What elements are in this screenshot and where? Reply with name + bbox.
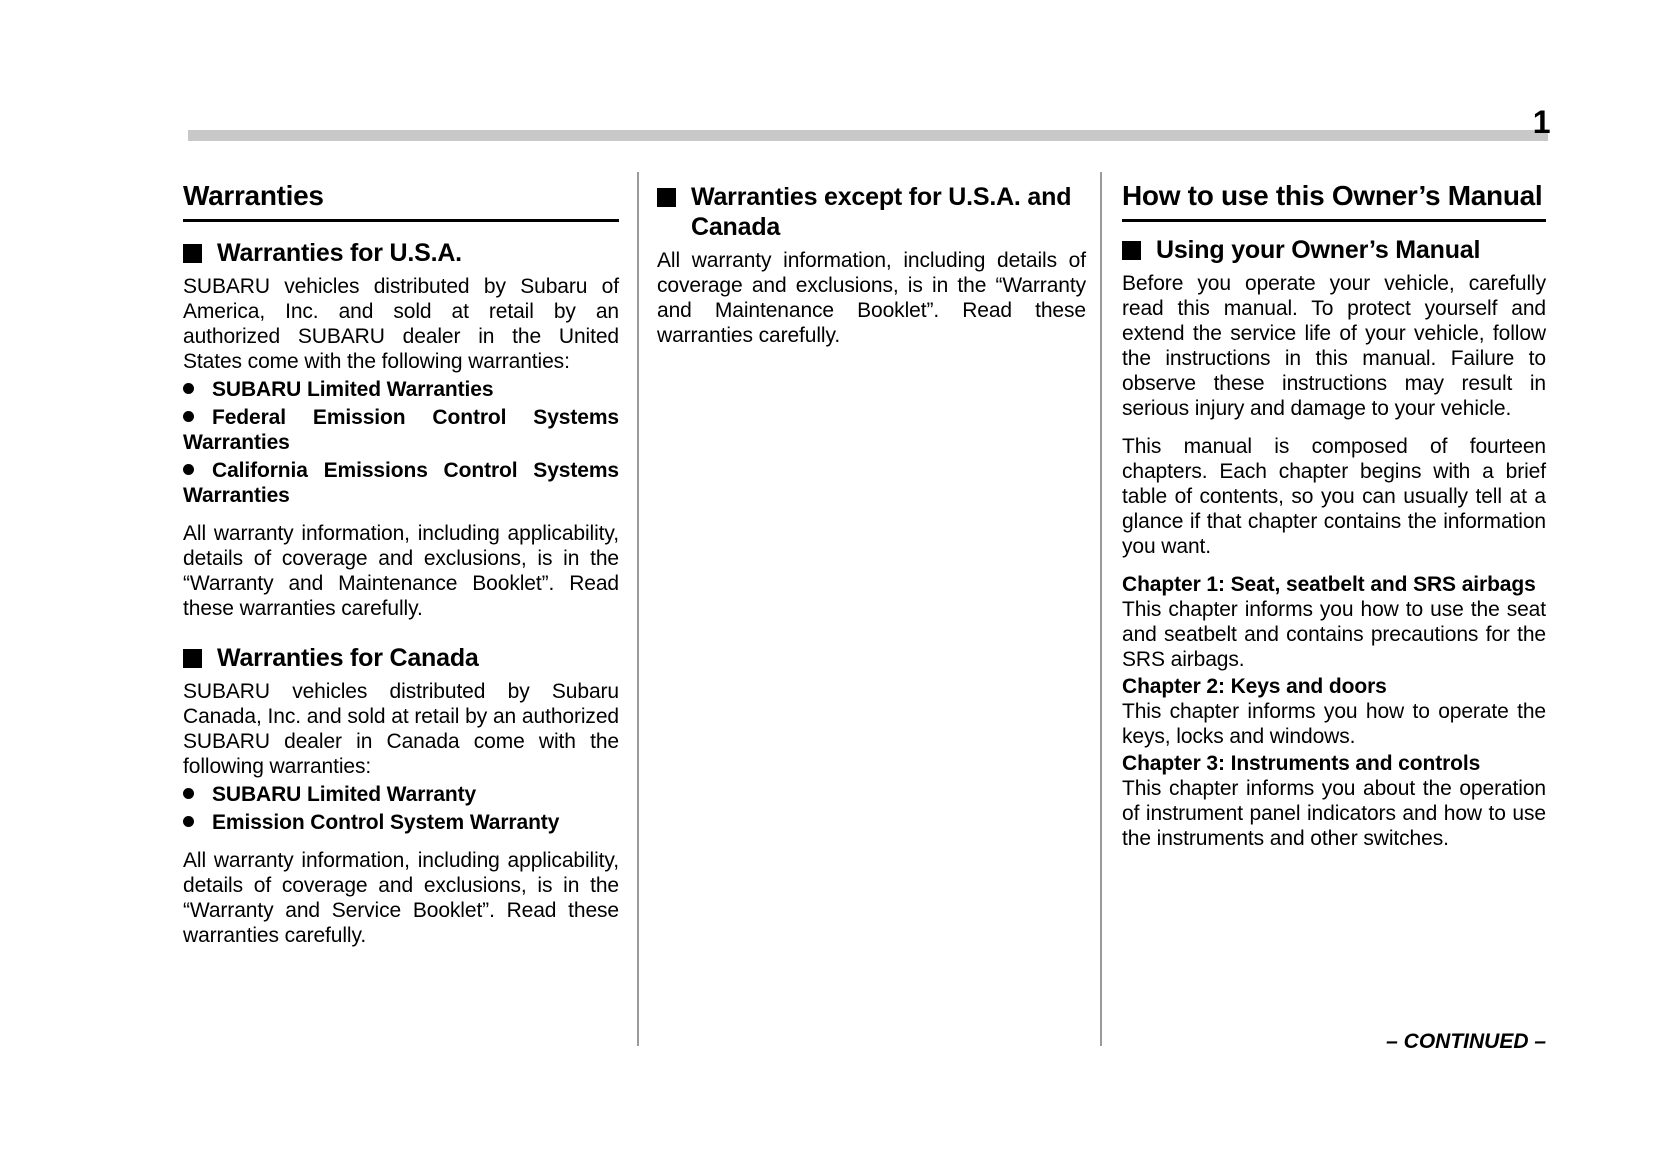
header-rule (188, 130, 1548, 141)
section-heading-using-manual (1122, 235, 1546, 265)
list-item-text: Emission Control System Warranty (212, 811, 560, 834)
section-marker-icon (1122, 241, 1141, 260)
canada-warranty-list (183, 782, 619, 835)
bullet-icon (183, 383, 194, 394)
chapter-1-description: This chapter informs you how to use the seat and seatbelt and contains precautions for the SRS airbags. (1122, 598, 1546, 671)
list-item-text: Federal Emission Control Systems Warranties (183, 406, 619, 454)
chapter-3-title: Chapter 3: Instruments and controls (1122, 752, 1481, 775)
chapter-2-title: Chapter 2: Keys and doors (1122, 675, 1387, 698)
page-number: 1 (1532, 104, 1550, 140)
list-item-text: California Emissions Control Systems Warranties (183, 459, 619, 507)
warranties-except-column (657, 180, 1086, 348)
list-item (183, 458, 619, 508)
section-marker-icon (183, 649, 202, 668)
except-body-paragraph: All warranty information, including details of coverage and exclusions, is in the “Warranty and Maintenance Booklet”. Read these warranties carefully. (657, 249, 1086, 347)
list-item-text: SUBARU Limited Warranty (212, 783, 477, 806)
bullet-icon (183, 464, 194, 475)
bullet-icon (183, 816, 194, 827)
list-item (183, 377, 619, 402)
continued-label: – CONTINUED – (1386, 1030, 1546, 1053)
bullet-icon (183, 788, 194, 799)
using-manual-paragraph-1: Before you operate your vehicle, carefully read this manual. To protect yourself and extend the service life of your vehicle, follow the instructions in this manual. Failure to observe these instructions may result in serious injury and damage to your vehicle. (1122, 272, 1546, 420)
list-item-text: SUBARU Limited Warranties (212, 378, 494, 401)
section-heading-text: Warranties for U.S.A. (217, 239, 462, 267)
usa-warranty-list (183, 377, 619, 508)
page-title-how-to-use: How to use this Owner’s Manual (1122, 180, 1546, 222)
section-heading-warranties-except (657, 182, 1086, 242)
canada-outro-paragraph: All warranty information, including applicability, details of coverage and exclusions, is in the “Warranty and Service Booklet”. Read these warranties carefully. (183, 849, 619, 947)
section-marker-icon (657, 188, 676, 207)
how-to-use-column (1122, 180, 1546, 851)
chapter-3-description: This chapter informs you about the operation of instrument panel indicators and how to use the instruments and other switches. (1122, 777, 1546, 850)
canada-intro-paragraph: SUBARU vehicles distributed by Subaru Canada, Inc. and sold at retail by an authorized SUBARU dealer in Canada come with the following warranties: (183, 680, 619, 778)
using-manual-paragraph-2: This manual is composed of fourteen chapters. Each chapter begins with a brief table of contents, so you can usually tell at a glance if that chapter contains the information you want. (1122, 435, 1546, 558)
column-divider (637, 172, 639, 1046)
chapter-1-title: Chapter 1: Seat, seatbelt and SRS airbags (1122, 573, 1536, 596)
section-heading-warranties-usa (183, 238, 619, 268)
list-item (183, 782, 619, 807)
section-heading-text: Warranties for Canada (217, 644, 479, 672)
section-heading-text: Warranties except for U.S.A. and Canada (691, 183, 1072, 241)
page-title-warranties: Warranties (183, 180, 619, 222)
section-marker-icon (183, 244, 202, 263)
list-item (183, 405, 619, 455)
bullet-icon (183, 411, 194, 422)
section-heading-text: Using your Owner’s Manual (1156, 236, 1481, 264)
list-item (183, 810, 619, 835)
usa-outro-paragraph: All warranty information, including applicability, details of coverage and exclusions, is in the “Warranty and Maintenance Booklet”. Read these warranties carefully. (183, 522, 619, 620)
chapter-2-description: This chapter informs you how to operate the keys, locks and windows. (1122, 700, 1546, 748)
column-divider (1100, 172, 1102, 1046)
usa-intro-paragraph: SUBARU vehicles distributed by Subaru of America, Inc. and sold at retail by an authorized SUBARU dealer in the United States come with the following warranties: (183, 275, 619, 373)
warranties-column (183, 180, 619, 948)
section-heading-warranties-canada (183, 643, 619, 673)
